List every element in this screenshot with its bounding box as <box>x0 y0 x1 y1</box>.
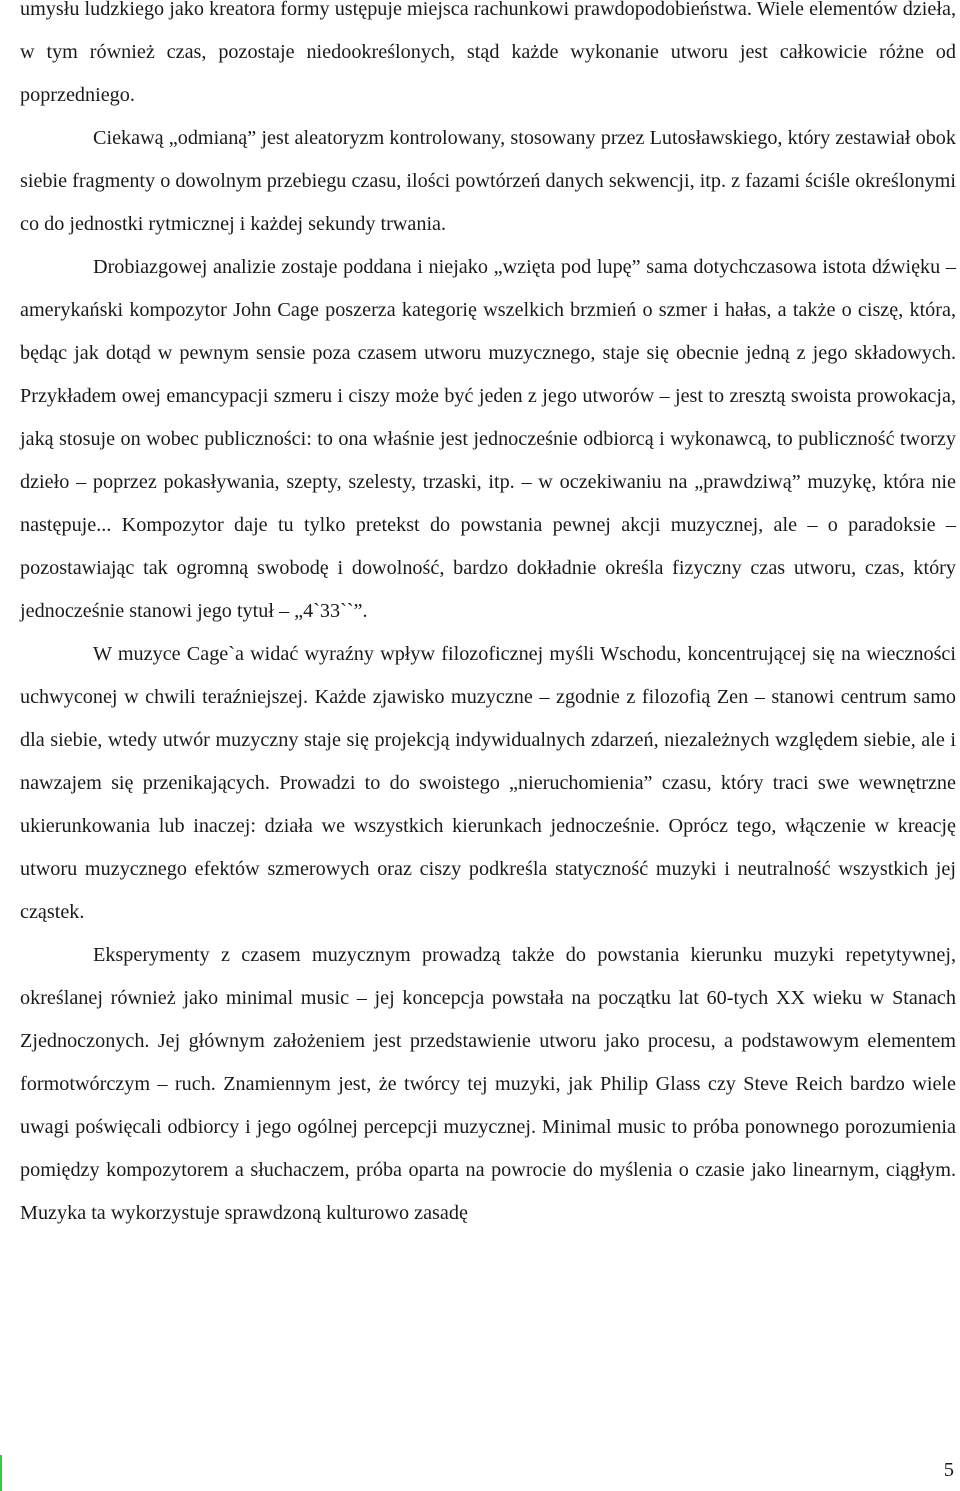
paragraph-minimal-music: Eksperymenty z czasem muzycznym prowadzą także do powstania kierunku muzyki repetytywnej, określanej również jako minimal music – jej koncepcja powstała na początku lat 60-tych XX wieku w Stanach Zjednoczonych. Jej głównym założeniem jest przedstawienie utworu jako procesu, a podstawowym elementem formotwórczym – ruch. Znamiennym jest, że twórcy tej muzyki, jak Philip Glass czy Steve Reich bardzo wiele uwagi poświęcali odbiorcy i jego ogólnej percepcji muzycznej. Minimal music to próba ponownego porozumienia pomiędzy kompozytorem a słuchaczem, próba oparta na powrocie do myślenia o czasie jako linearnym, ciągłym. Muzyka ta wykorzystuje sprawdzoną kulturowo zasadę <box>20 944 956 1224</box>
paragraph-aleatoryzm: Ciekawą „odmianą” jest aleatoryzm kontrolowany, stosowany przez Lutosławskiego, który zestawiał obok siebie fragmenty o dowolnym przebiegu czasu, ilości powtórzeń danych sekwencji, itp. z fazami ściśle określonymi co do jednostki rytmicznej i każdej sekundy trwania. <box>20 127 956 235</box>
footer-marker <box>0 1455 2 1491</box>
paragraph-cage-east: W muzyce Cage`a widać wyraźny wpływ filozoficznej myśli Wschodu, koncentrującej się na wieczności uchwyconej w chwili teraźniejszej. Każde zjawisko muzyczne – zgodnie z filozofią Zen – stanowi centrum samo dla siebie, wtedy utwór muzyczny staje się projekcją indywidualnych zdarzeń, niezależnych względem siebie, ale i nawzajem się przenikających. Prowadzi to do swoistego „nieruchomienia” czasu, który traci swe wewnętrzne ukierunkowania lub inaczej: działa we wszystkich kierunkach jednocześnie. Oprócz tego, włączenie w kreację utworu muzycznego efektów szmerowych oraz ciszy podkreśla statyczność muzyki i neutralność wszystkich jej cząstek. <box>20 643 956 923</box>
paragraph-cage-analysis: Drobiazgowej analizie zostaje poddana i niejako „wzięta pod lupę” sama dotychczasowa istota dźwięku – amerykański kompozytor John Cage poszerza kategorię wszelkich brzmień o szmer i hałas, a także o ciszę, która, będąc jak dotąd w pewnym sensie poza czasem utworu muzycznego, staje się obecnie jedną z jego składowych. Przykładem owej emancypacji szmeru i ciszy może być jeden z jego utworów – jest to zresztą swoista prowokacja, jaką stosuje on wobec publiczności: to ona właśnie jest jednocześnie odbiorcą i wykonawcą, to publiczność tworzy dzieło – poprzez pokasływania, szepty, szelesty, trzaski, itp. – w oczekiwaniu na „prawdziwą” muzykę, która nie następuje... Kompozytor daje tu tylko pretekst do powstania pewnej akcji muzycznej, ale – o paradoksie – pozostawiając tak ogromną swobodę i dowolność, bardzo dokładnie określa fizyczny czas utworu, czas, który jednocześnie stanowi jego tytuł – „4`33``”. <box>20 256 956 622</box>
paragraph-continuation: umysłu ludzkiego jako kreatora formy ustępuje miejsca rachunkowi prawdopodobieństwa. Wiele elementów dzieła, w tym również czas, pozostaje niedookreślonych, stąd każde wykonanie utworu jest całkowicie różne od poprzedniego. <box>20 0 956 106</box>
page-number: 5 <box>943 1459 954 1481</box>
document-page <box>20 0 956 1235</box>
